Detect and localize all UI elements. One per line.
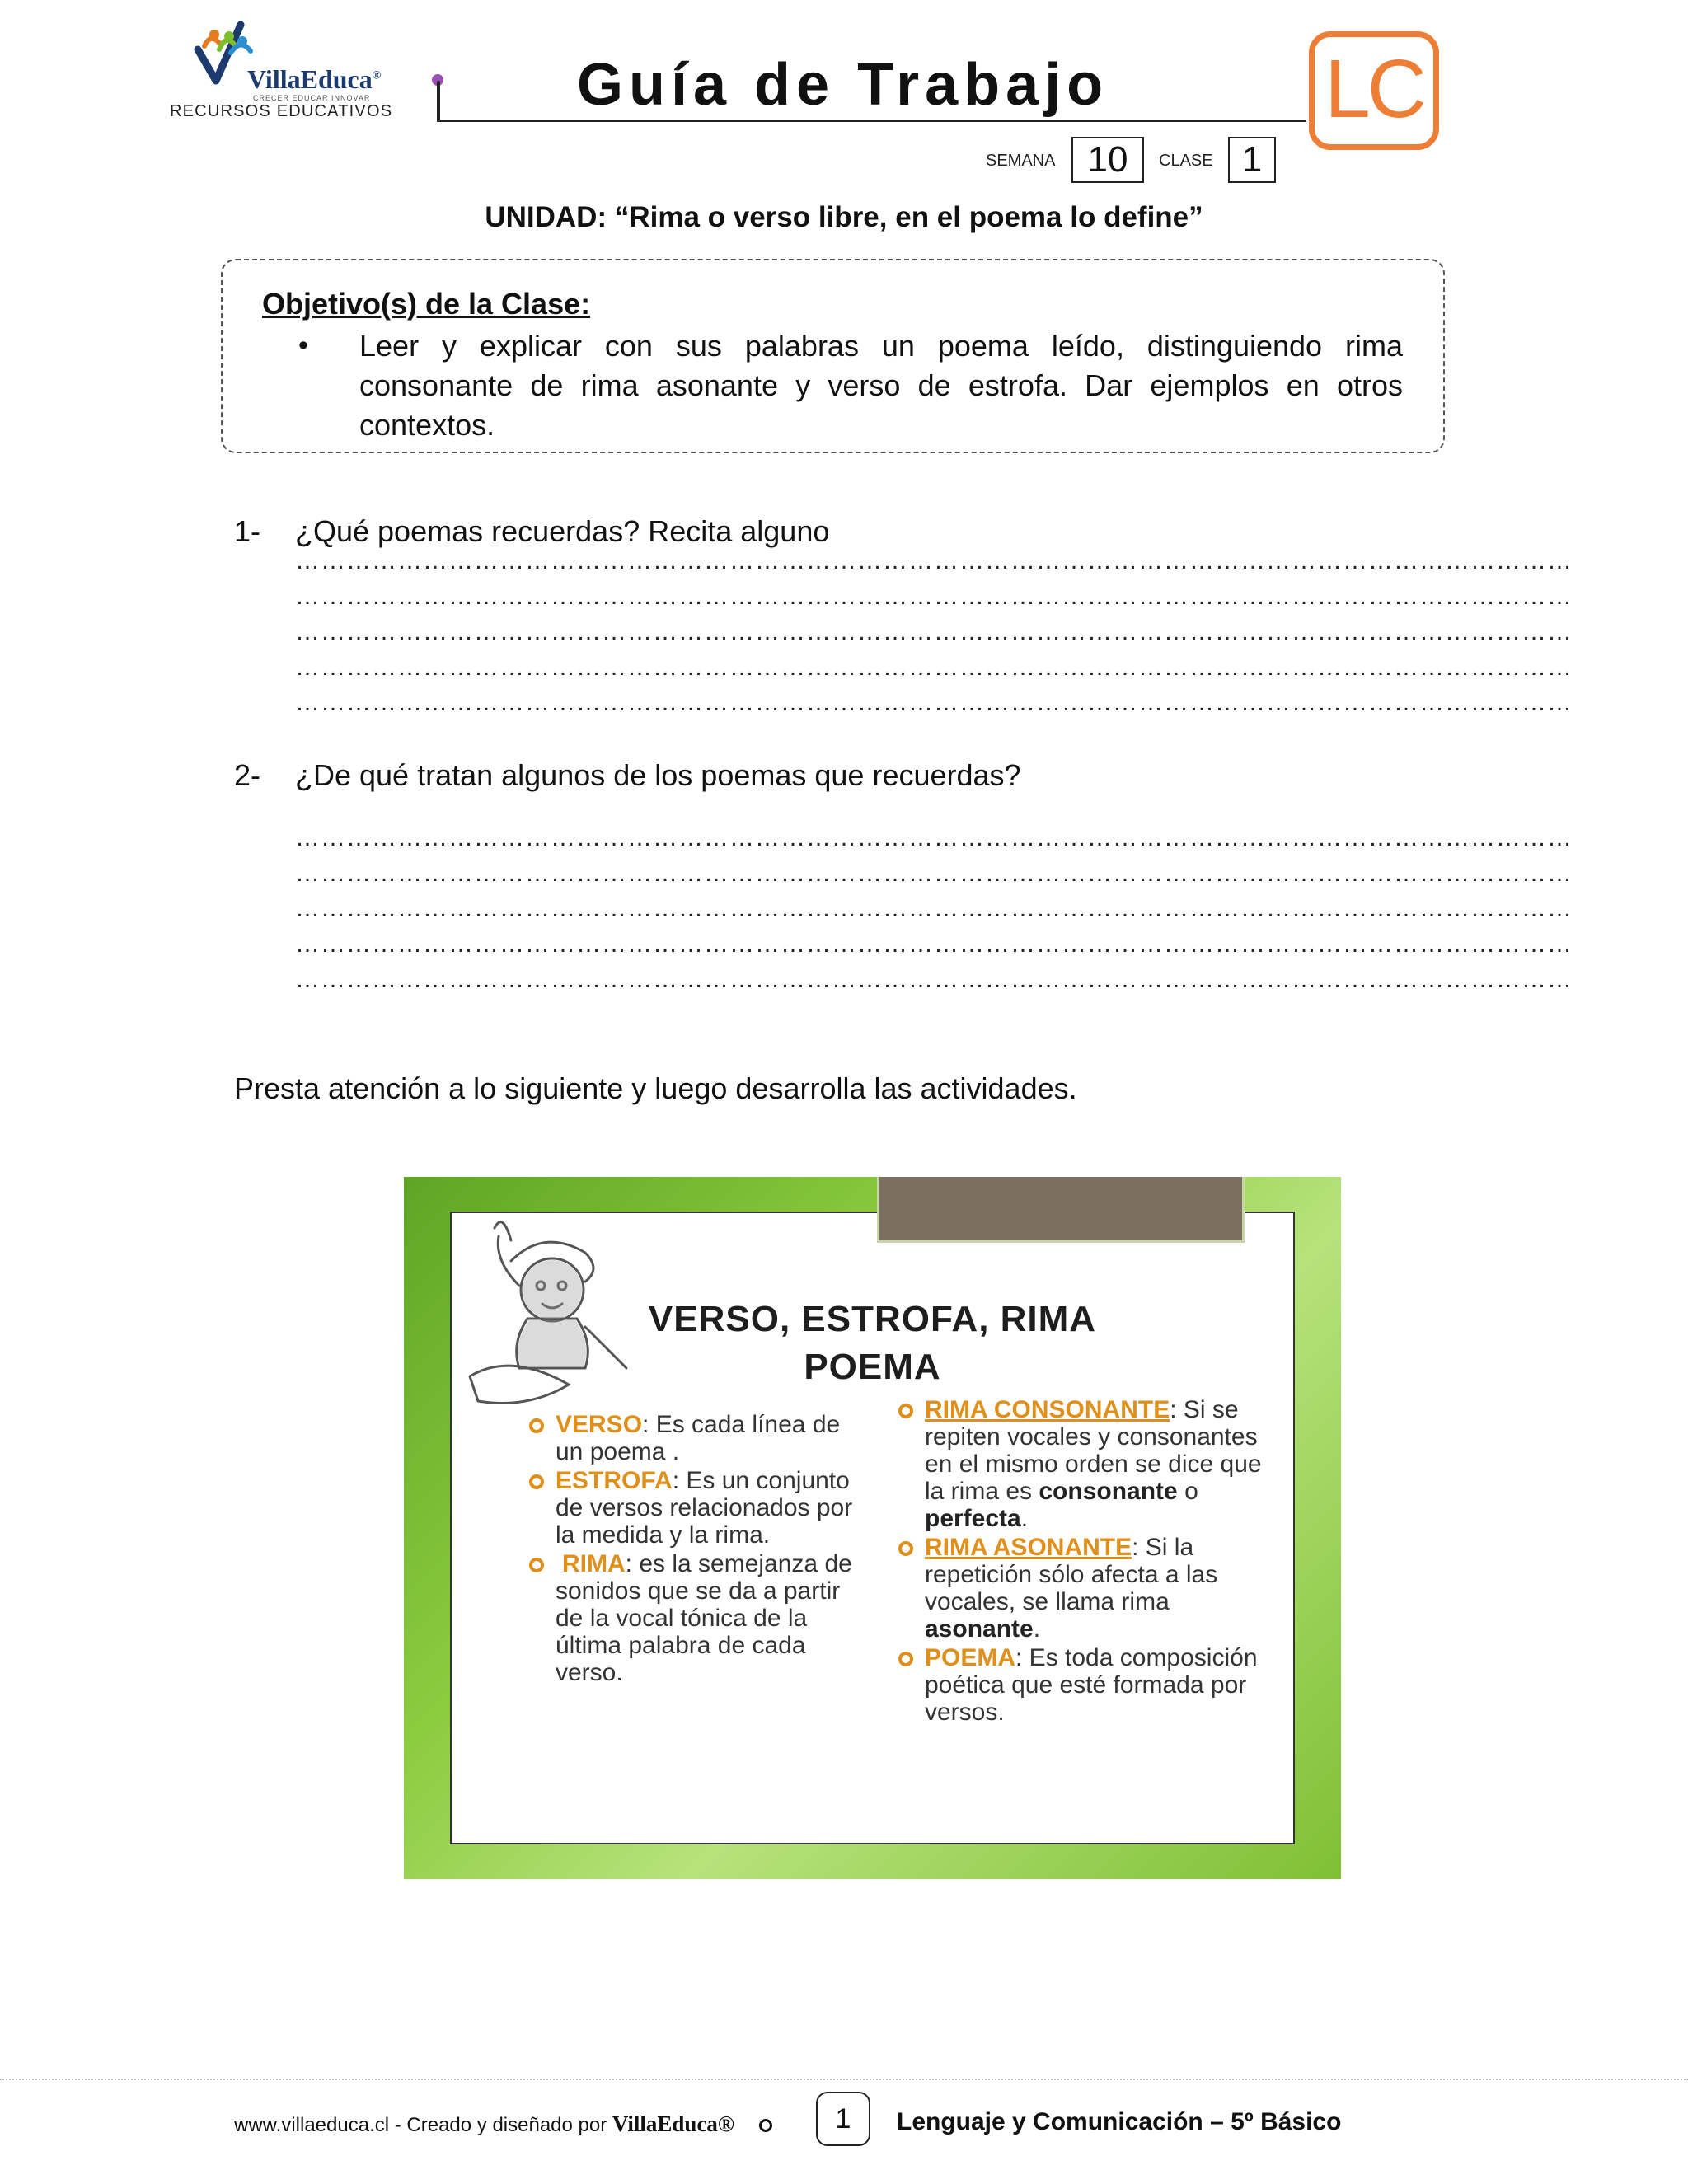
footer-divider [0,2079,1688,2081]
definition-poema: POEMA: Es toda composición poética que esté formada por versos. [897,1644,1276,1726]
question-1-number: 1- [234,514,261,548]
infographic-left-column [528,1411,857,1688]
question-2-number: 2- [234,758,261,792]
answer-line[interactable]: …………………………………………………………………………………………………………………………………… [295,583,1573,610]
footer-credit [234,2111,734,2137]
title-decoration-hook [437,81,440,122]
footer-brand: VillaEduca® [612,2111,735,2136]
infographic-title [450,1296,1295,1391]
infographic-right-column [897,1396,1276,1727]
answer-line[interactable]: …………………………………………………………………………………………………………………………………… [295,895,1573,922]
clase-value: 1 [1228,137,1276,183]
infographic-title-line1: VERSO, ESTROFA, RIMA [648,1299,1097,1339]
answer-line[interactable]: …………………………………………………………………………………………………………………………………… [295,689,1573,716]
answer-line[interactable]: …………………………………………………………………………………………………………………………………… [295,860,1573,887]
answer-line[interactable]: …………………………………………………………………………………………………………………………………… [295,654,1573,681]
answer-line[interactable]: …………………………………………………………………………………………………………………………………… [295,547,1573,574]
question-2-text: ¿De qué tratan algunos de los poemas que recuerdas? [295,758,1021,792]
answer-line[interactable]: …………………………………………………………………………………………………………………………………… [295,930,1573,958]
answer-line[interactable]: …………………………………………………………………………………………………………………………………… [295,824,1573,851]
semana-value: 10 [1071,137,1144,183]
definition-rima: RIMA: es la semejanza de sonidos que se da a partir de la vocal tónica de la última palabra de cada verso. [528,1550,857,1686]
page-number: 1 [816,2092,870,2146]
objectives-title: Objetivo(s) de la Clase: [262,287,591,321]
semana-label: SEMANA [986,152,1056,170]
definition-rima-consonante: RIMA CONSONANTE: Si se repiten vocales y consonantes en el mismo orden se dice que la rima es consonante o perfecta. [897,1396,1276,1532]
question-1-text: ¿Qué poemas recuerdas? Recita alguno [295,514,830,548]
objective-bullet: • [298,330,308,361]
definition-rima-asonante: RIMA ASONANTE: Si la repetición sólo afecta a las vocales, se llama rima asonante. [897,1534,1276,1643]
definition-estrofa: ESTROFA: Es un conjunto de versos relacionados por la medida y la rima. [528,1467,857,1549]
clase-label: CLASE [1159,152,1213,170]
footer-credit-text: www.villaeduca.cl - Creado y diseñado por [234,2114,612,2136]
infographic-title-line2: POEMA [804,1347,941,1387]
subject-badge: LC [1309,31,1439,150]
answer-line[interactable]: …………………………………………………………………………………………………………………………………… [295,966,1573,993]
footer-subject: Lenguaje y Comunicación – 5º Básico [897,2108,1342,2135]
infographic-tab [877,1177,1245,1243]
logo-subtitle: RECURSOS EDUCATIVOS [170,102,393,120]
definition-verso: VERSO: Es cada línea de un poema . [528,1411,857,1465]
document-title: Guía de Trabajo [577,52,1109,118]
title-underline [437,120,1306,122]
circle-icon [759,2119,772,2132]
unit-title: UNIDAD: “Rima o verso libre, en el poema lo define” [485,201,1203,233]
objective-item: Leer y explicar con sus palabras un poema leído, distinguiendo rima consonante de rima asonante y verso de estrofa. Dar ejemplos en otros contextos. [359,329,1403,442]
answer-line[interactable]: …………………………………………………………………………………………………………………………………… [295,618,1573,645]
logo-tagline: CRECER EDUCAR INNOVAR [253,94,371,102]
logo-brand-text: VillaEduca® [247,64,382,94]
instruction-text: Presta atención a lo siguiente y luego desarrolla las actividades. [234,1071,1077,1105]
